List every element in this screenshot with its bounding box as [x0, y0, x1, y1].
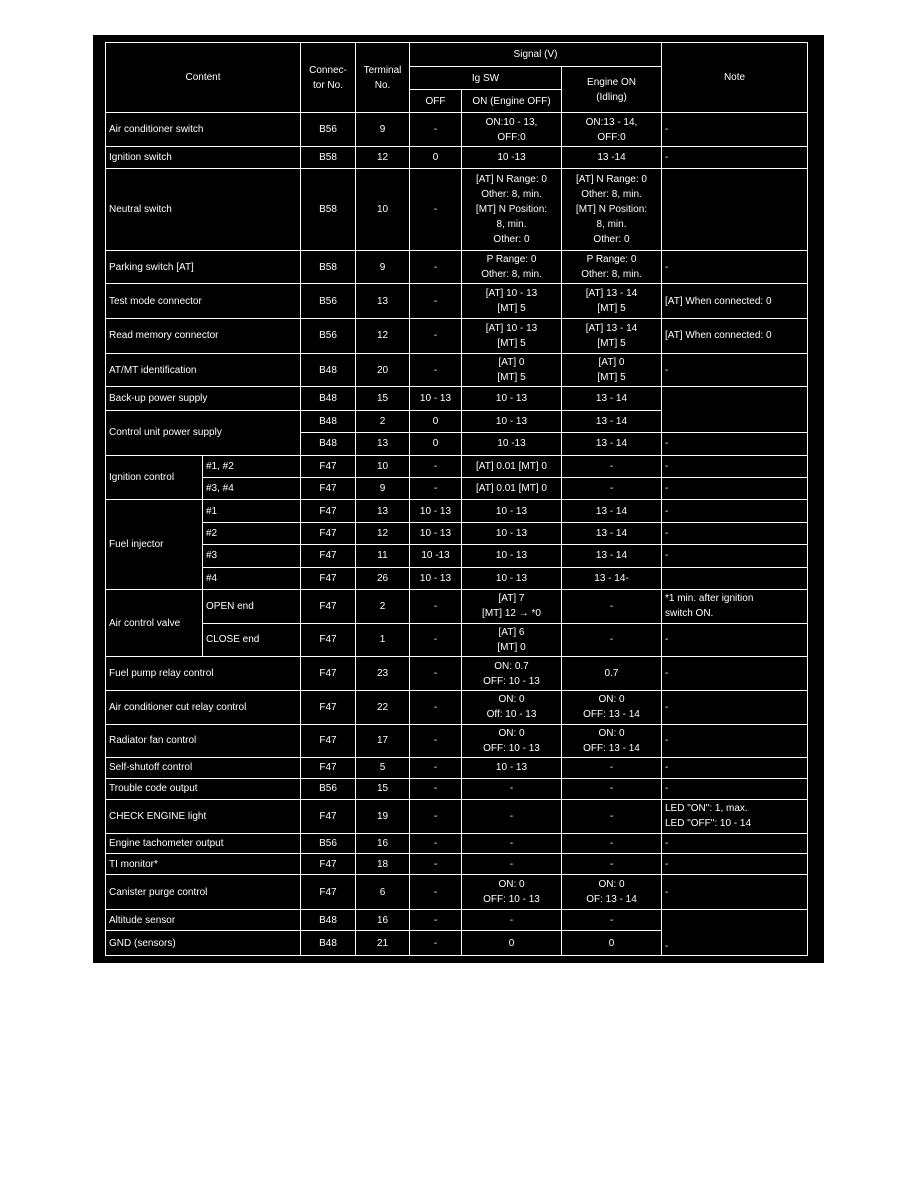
- note-cell: -: [662, 250, 808, 284]
- terminal-cell: 10: [356, 169, 410, 251]
- off-cell: -: [410, 319, 462, 354]
- on-cell: 10 - 13: [462, 387, 562, 410]
- off-cell: -: [410, 909, 462, 930]
- terminal-cell: 6: [356, 875, 410, 910]
- on-cell: [AT] 0.01 [MT] 0: [462, 455, 562, 477]
- table-row: [106, 353, 808, 387]
- note-cell: *1 min. after ignition switch ON.: [662, 590, 808, 624]
- content-cell: TI monitor*: [106, 853, 301, 874]
- note-cell: [662, 169, 808, 251]
- content-cell: Air control valve: [106, 590, 203, 657]
- table-row: [106, 250, 808, 284]
- engine-cell: [AT] 13 - 14 [MT] 5: [562, 284, 662, 319]
- engine-cell: [AT] 0 [MT] 5: [562, 353, 662, 387]
- terminal-cell: 20: [356, 353, 410, 387]
- note-cell: -: [662, 778, 808, 799]
- content-cell: Trouble code output: [106, 778, 301, 799]
- note-cell: -: [662, 909, 808, 955]
- terminal-cell: 11: [356, 545, 410, 567]
- note-cell: -: [662, 545, 808, 567]
- terminal-cell: 9: [356, 113, 410, 147]
- header-content: Content: [106, 43, 301, 113]
- terminal-cell: 5: [356, 758, 410, 778]
- signal-table: [105, 42, 808, 956]
- on-cell: -: [462, 909, 562, 930]
- note-cell: [AT] When connected: 0: [662, 284, 808, 319]
- table-row: [106, 690, 808, 724]
- connector-cell: B48: [301, 931, 356, 956]
- note-cell: -: [662, 853, 808, 874]
- content-cell: Engine tachometer output: [106, 833, 301, 853]
- off-cell: -: [410, 590, 462, 624]
- content-cell: Canister purge control: [106, 875, 301, 910]
- table-row: [106, 853, 808, 874]
- terminal-cell: 2: [356, 410, 410, 432]
- table-row: [106, 590, 808, 624]
- table-row: [106, 778, 808, 799]
- note-cell: -: [662, 657, 808, 691]
- off-cell: -: [410, 623, 462, 657]
- engine-cell: -: [562, 455, 662, 477]
- off-cell: -: [410, 724, 462, 758]
- off-cell: -: [410, 758, 462, 778]
- off-cell: 0: [410, 410, 462, 432]
- content-cell: AT/MT identification: [106, 353, 301, 387]
- off-cell: 10 -13: [410, 545, 462, 567]
- header-on-engine-off: ON (Engine OFF): [462, 89, 562, 112]
- terminal-cell: 18: [356, 853, 410, 874]
- connector-cell: B48: [301, 909, 356, 930]
- engine-cell: ON: 0 OFF: 13 - 14: [562, 724, 662, 758]
- sub-content-cell: #1, #2: [203, 455, 301, 477]
- connector-cell: B48: [301, 387, 356, 410]
- terminal-cell: 1: [356, 623, 410, 657]
- engine-cell: -: [562, 623, 662, 657]
- header-off: OFF: [410, 89, 462, 112]
- header-signal: Signal (V): [410, 43, 662, 67]
- header-note: Note: [662, 43, 808, 113]
- on-cell: 10 -13: [462, 433, 562, 455]
- connector-cell: F47: [301, 455, 356, 477]
- on-cell: ON: 0 OFF: 10 - 13: [462, 875, 562, 910]
- off-cell: -: [410, 169, 462, 251]
- content-cell: Fuel pump relay control: [106, 657, 301, 691]
- terminal-cell: 15: [356, 778, 410, 799]
- sub-content-cell: #3, #4: [203, 478, 301, 500]
- content-cell: Air conditioner cut relay control: [106, 690, 301, 724]
- connector-cell: B56: [301, 284, 356, 319]
- note-cell: -: [662, 455, 808, 477]
- engine-cell: 13 - 14: [562, 433, 662, 455]
- on-cell: -: [462, 853, 562, 874]
- content-cell: Test mode connector: [106, 284, 301, 319]
- connector-cell: F47: [301, 853, 356, 874]
- on-cell: -: [462, 799, 562, 833]
- table-row: [106, 833, 808, 853]
- on-cell: [AT] 7 [MT] 12 → *0: [462, 590, 562, 624]
- signal-table-sheet: [93, 35, 824, 963]
- note-cell: -: [662, 522, 808, 544]
- connector-cell: F47: [301, 500, 356, 522]
- connector-cell: B56: [301, 113, 356, 147]
- engine-cell: -: [562, 909, 662, 930]
- table-row: [106, 909, 808, 930]
- note-cell: -: [662, 113, 808, 147]
- off-cell: 10 - 13: [410, 522, 462, 544]
- connector-cell: F47: [301, 478, 356, 500]
- off-cell: 10 - 13: [410, 387, 462, 410]
- note-cell: -: [662, 500, 808, 522]
- on-cell: 10 - 13: [462, 522, 562, 544]
- sub-content-cell: #4: [203, 567, 301, 589]
- terminal-cell: 12: [356, 522, 410, 544]
- note-cell: -: [662, 146, 808, 168]
- table-row: [106, 623, 808, 657]
- off-cell: -: [410, 113, 462, 147]
- connector-cell: B58: [301, 250, 356, 284]
- connector-cell: B56: [301, 833, 356, 853]
- on-cell: 10 -13: [462, 146, 562, 168]
- connector-cell: B58: [301, 169, 356, 251]
- engine-cell: -: [562, 833, 662, 853]
- connector-cell: F47: [301, 657, 356, 691]
- table-row: [106, 284, 808, 319]
- on-cell: ON:10 - 13, OFF:0: [462, 113, 562, 147]
- engine-cell: -: [562, 778, 662, 799]
- engine-cell: 13 - 14: [562, 545, 662, 567]
- note-cell: -: [662, 875, 808, 910]
- content-cell: Read memory connector: [106, 319, 301, 354]
- terminal-cell: 21: [356, 931, 410, 956]
- engine-cell: 0: [562, 931, 662, 956]
- engine-cell: ON: 0 OFF: 13 - 14: [562, 690, 662, 724]
- connector-cell: F47: [301, 690, 356, 724]
- connector-cell: B58: [301, 146, 356, 168]
- terminal-cell: 12: [356, 319, 410, 354]
- on-cell: ON: 0.7 OFF: 10 - 13: [462, 657, 562, 691]
- off-cell: 10 - 13: [410, 500, 462, 522]
- table-row: [106, 113, 808, 147]
- engine-cell: 13 - 14: [562, 500, 662, 522]
- on-cell: [AT] N Range: 0 Other: 8, min. [MT] N Position: 8, min. Other: 0: [462, 169, 562, 251]
- sub-content-cell: CLOSE end: [203, 623, 301, 657]
- content-cell: Ignition switch: [106, 146, 301, 168]
- terminal-cell: 2: [356, 590, 410, 624]
- header-terminal: Terminal No.: [356, 43, 410, 113]
- content-cell: Air conditioner switch: [106, 113, 301, 147]
- table-row: [106, 657, 808, 691]
- note-cell: [AT] When connected: 0: [662, 319, 808, 354]
- connector-cell: F47: [301, 799, 356, 833]
- table-row: [106, 567, 808, 589]
- table-row: [106, 387, 808, 410]
- on-cell: ON: 0 Off: 10 - 13: [462, 690, 562, 724]
- on-cell: 0: [462, 931, 562, 956]
- terminal-cell: 13: [356, 433, 410, 455]
- table-row: [106, 724, 808, 758]
- table-row: [106, 319, 808, 354]
- off-cell: 0: [410, 433, 462, 455]
- engine-cell: 0.7: [562, 657, 662, 691]
- engine-cell: -: [562, 478, 662, 500]
- terminal-cell: 17: [356, 724, 410, 758]
- connector-cell: F47: [301, 724, 356, 758]
- on-cell: P Range: 0 Other: 8, min.: [462, 250, 562, 284]
- engine-cell: P Range: 0 Other: 8, min.: [562, 250, 662, 284]
- connector-cell: F47: [301, 590, 356, 624]
- off-cell: -: [410, 931, 462, 956]
- engine-cell: 13 - 14: [562, 410, 662, 432]
- on-cell: -: [462, 778, 562, 799]
- on-cell: [AT] 10 - 13 [MT] 5: [462, 319, 562, 354]
- note-cell: -: [662, 478, 808, 500]
- note-cell: -: [662, 353, 808, 387]
- note-cell: -: [662, 690, 808, 724]
- on-cell: 10 - 13: [462, 758, 562, 778]
- engine-cell: [AT] N Range: 0 Other: 8, min. [MT] N Position: 8, min. Other: 0: [562, 169, 662, 251]
- header-ig-sw: Ig SW: [410, 67, 562, 89]
- content-cell: Self-shutoff control: [106, 758, 301, 778]
- engine-cell: ON:13 - 14, OFF:0: [562, 113, 662, 147]
- table-row: [106, 169, 808, 251]
- engine-cell: [AT] 13 - 14 [MT] 5: [562, 319, 662, 354]
- note-cell: [662, 387, 808, 433]
- on-cell: [AT] 10 - 13 [MT] 5: [462, 284, 562, 319]
- on-cell: -: [462, 833, 562, 853]
- connector-cell: B48: [301, 433, 356, 455]
- off-cell: -: [410, 250, 462, 284]
- engine-cell: -: [562, 799, 662, 833]
- note-cell: -: [662, 623, 808, 657]
- connector-cell: B56: [301, 778, 356, 799]
- terminal-cell: 23: [356, 657, 410, 691]
- header-engine-on: Engine ON (Idling): [562, 67, 662, 113]
- off-cell: -: [410, 799, 462, 833]
- terminal-cell: 26: [356, 567, 410, 589]
- off-cell: -: [410, 778, 462, 799]
- engine-cell: ON: 0 OF: 13 - 14: [562, 875, 662, 910]
- off-cell: -: [410, 875, 462, 910]
- on-cell: 10 - 13: [462, 567, 562, 589]
- content-cell: Radiator fan control: [106, 724, 301, 758]
- off-cell: -: [410, 455, 462, 477]
- off-cell: -: [410, 657, 462, 691]
- table-row: [106, 758, 808, 778]
- header-connector: Connec- tor No.: [301, 43, 356, 113]
- connector-cell: B48: [301, 410, 356, 432]
- engine-cell: 13 - 14: [562, 387, 662, 410]
- content-cell: Back-up power supply: [106, 387, 301, 410]
- terminal-cell: 10: [356, 455, 410, 477]
- terminal-cell: 12: [356, 146, 410, 168]
- table-row: [106, 146, 808, 168]
- terminal-cell: 15: [356, 387, 410, 410]
- engine-cell: -: [562, 853, 662, 874]
- on-cell: 10 - 13: [462, 410, 562, 432]
- table-row: [106, 500, 808, 522]
- connector-cell: F47: [301, 623, 356, 657]
- engine-cell: 13 - 14-: [562, 567, 662, 589]
- content-cell: Neutral switch: [106, 169, 301, 251]
- table-row: [106, 522, 808, 544]
- sub-content-cell: OPEN end: [203, 590, 301, 624]
- note-cell: [662, 567, 808, 589]
- engine-cell: 13 -14: [562, 146, 662, 168]
- connector-cell: B56: [301, 319, 356, 354]
- content-cell: CHECK ENGINE light: [106, 799, 301, 833]
- content-cell: Altitude sensor: [106, 909, 301, 930]
- off-cell: 10 - 13: [410, 567, 462, 589]
- content-cell: GND (sensors): [106, 931, 301, 956]
- connector-cell: F47: [301, 758, 356, 778]
- table-row: [106, 478, 808, 500]
- terminal-cell: 13: [356, 500, 410, 522]
- engine-cell: 13 - 14: [562, 522, 662, 544]
- on-cell: ON: 0 OFF: 10 - 13: [462, 724, 562, 758]
- note-cell: -: [662, 758, 808, 778]
- connector-cell: F47: [301, 545, 356, 567]
- note-cell: -: [662, 724, 808, 758]
- engine-cell: -: [562, 758, 662, 778]
- content-cell: Ignition control: [106, 455, 203, 500]
- connector-cell: B48: [301, 353, 356, 387]
- table-row: [106, 875, 808, 910]
- note-cell: LED "ON": 1, max. LED "OFF": 10 - 14: [662, 799, 808, 833]
- off-cell: -: [410, 833, 462, 853]
- on-cell: 10 - 13: [462, 500, 562, 522]
- engine-cell: -: [562, 590, 662, 624]
- sub-content-cell: #3: [203, 545, 301, 567]
- off-cell: -: [410, 353, 462, 387]
- connector-cell: F47: [301, 522, 356, 544]
- connector-cell: F47: [301, 567, 356, 589]
- table-row: [106, 799, 808, 833]
- off-cell: 0: [410, 146, 462, 168]
- content-cell: Parking switch [AT]: [106, 250, 301, 284]
- terminal-cell: 22: [356, 690, 410, 724]
- connector-cell: F47: [301, 875, 356, 910]
- on-cell: [AT] 6 [MT] 0: [462, 623, 562, 657]
- note-cell: -: [662, 833, 808, 853]
- on-cell: 10 - 13: [462, 545, 562, 567]
- terminal-cell: 19: [356, 799, 410, 833]
- terminal-cell: 13: [356, 284, 410, 319]
- content-cell: Fuel injector: [106, 500, 203, 590]
- table-row: [106, 455, 808, 477]
- on-cell: [AT] 0.01 [MT] 0: [462, 478, 562, 500]
- terminal-cell: 9: [356, 250, 410, 284]
- sub-content-cell: #2: [203, 522, 301, 544]
- sub-content-cell: #1: [203, 500, 301, 522]
- off-cell: -: [410, 853, 462, 874]
- terminal-cell: 9: [356, 478, 410, 500]
- content-cell: Control unit power supply: [106, 410, 301, 455]
- note-cell: -: [662, 433, 808, 455]
- table-row: [106, 545, 808, 567]
- terminal-cell: 16: [356, 833, 410, 853]
- off-cell: -: [410, 690, 462, 724]
- off-cell: -: [410, 284, 462, 319]
- on-cell: [AT] 0 [MT] 5: [462, 353, 562, 387]
- off-cell: -: [410, 478, 462, 500]
- terminal-cell: 16: [356, 909, 410, 930]
